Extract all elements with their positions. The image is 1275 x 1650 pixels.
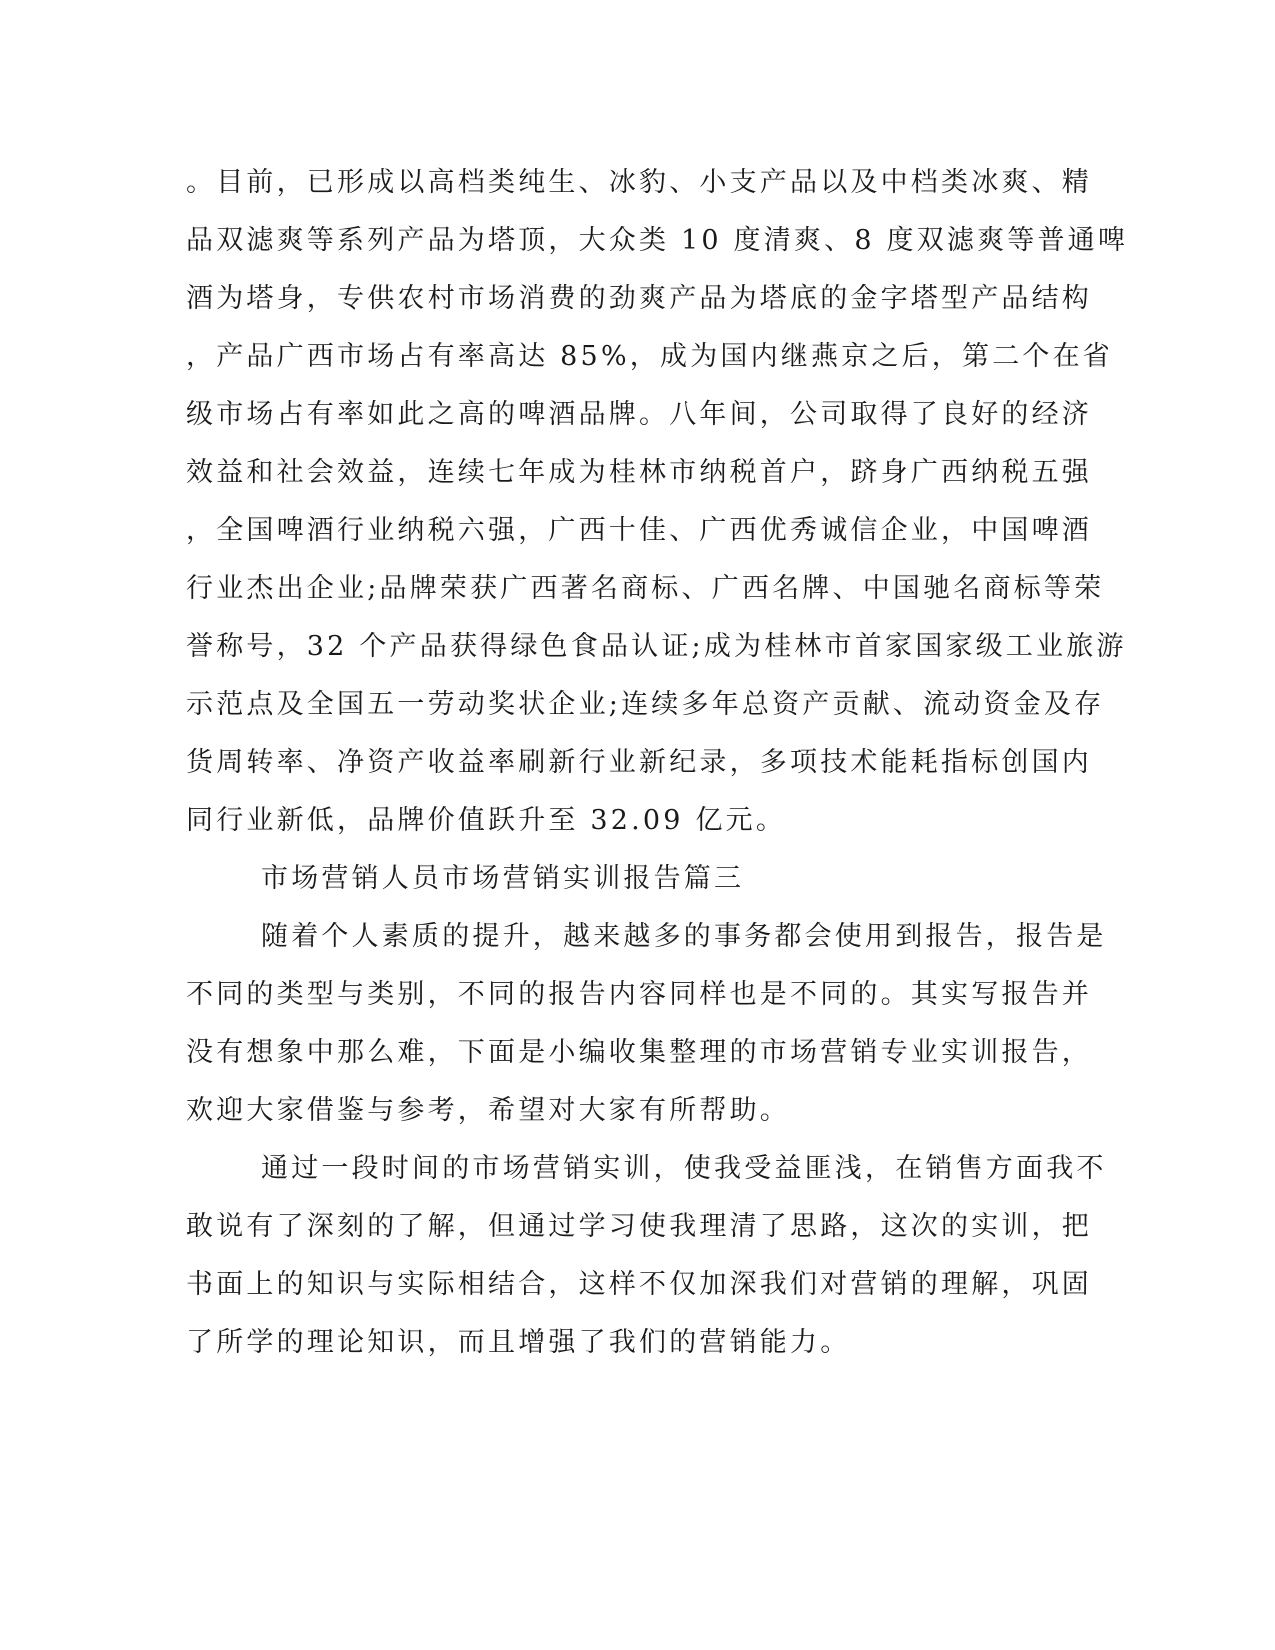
text-line: 了所学的理论知识，而且增强了我们的营销能力。 bbox=[186, 1327, 851, 1358]
text-line: 行业杰出企业;品牌荣获广西著名商标、广西名牌、中国驰名商标等荣 bbox=[186, 573, 1105, 604]
text-line: ，产品广西市场占有率高达 85%，成为国内继燕京之后，第二个在省 bbox=[186, 341, 1113, 372]
text-line: 不同的类型与类别，不同的报告内容同样也是不同的。其实写报告并 bbox=[186, 979, 1092, 1010]
text-line: 。目前，已形成以高档类纯生、冰豹、小支产品以及中档类冰爽、精 bbox=[186, 167, 1092, 198]
text-line: 誉称号，32 个产品获得绿色食品认证;成为桂林市首家国家级工业旅游 bbox=[186, 631, 1127, 662]
text-line: ，全国啤酒行业纳税六强，广西十佳、广西优秀诚信企业，中国啤酒 bbox=[186, 515, 1092, 546]
text-line: 效益和社会效益，连续七年成为桂林市纳税首户，跻身广西纳税五强 bbox=[186, 457, 1092, 488]
text-line: 没有想象中那么难，下面是小编收集整理的市场营销专业实训报告， bbox=[186, 1037, 1092, 1068]
text-line: 书面上的知识与实际相结合，这样不仅加深我们对营销的理解，巩固 bbox=[186, 1269, 1092, 1300]
text-line: 随着个人素质的提升，越来越多的事务都会使用到报告，报告是 bbox=[261, 921, 1107, 952]
text-line: 酒为塔身，专供农村市场消费的劲爽产品为塔底的金字塔型产品结构 bbox=[186, 283, 1092, 314]
text-line: 品双滤爽等系列产品为塔顶，大众类 10 度清爽、8 度双滤爽等普通啤 bbox=[186, 225, 1129, 256]
text-line: 通过一段时间的市场营销实训，使我受益匪浅，在销售方面我不 bbox=[261, 1153, 1107, 1184]
text-line: 欢迎大家借鉴与参考，希望对大家有所帮助。 bbox=[186, 1095, 790, 1126]
text-line: 货周转率、净资产收益率刷新行业新纪录，多项技术能耗指标创国内 bbox=[186, 747, 1092, 778]
text-line: 敢说有了深刻的了解，但通过学习使我理清了思路，这次的实训，把 bbox=[186, 1211, 1092, 1242]
section-heading: 市场营销人员市场营销实训报告篇三 bbox=[261, 863, 745, 894]
text-line: 示范点及全国五一劳动奖状企业;连续多年总资产贡献、流动资金及存 bbox=[186, 689, 1105, 720]
text-line: 同行业新低，品牌价值跃升至 32.09 亿元。 bbox=[186, 805, 787, 836]
text-line: 级市场占有率如此之高的啤酒品牌。八年间，公司取得了良好的经济 bbox=[186, 399, 1092, 430]
